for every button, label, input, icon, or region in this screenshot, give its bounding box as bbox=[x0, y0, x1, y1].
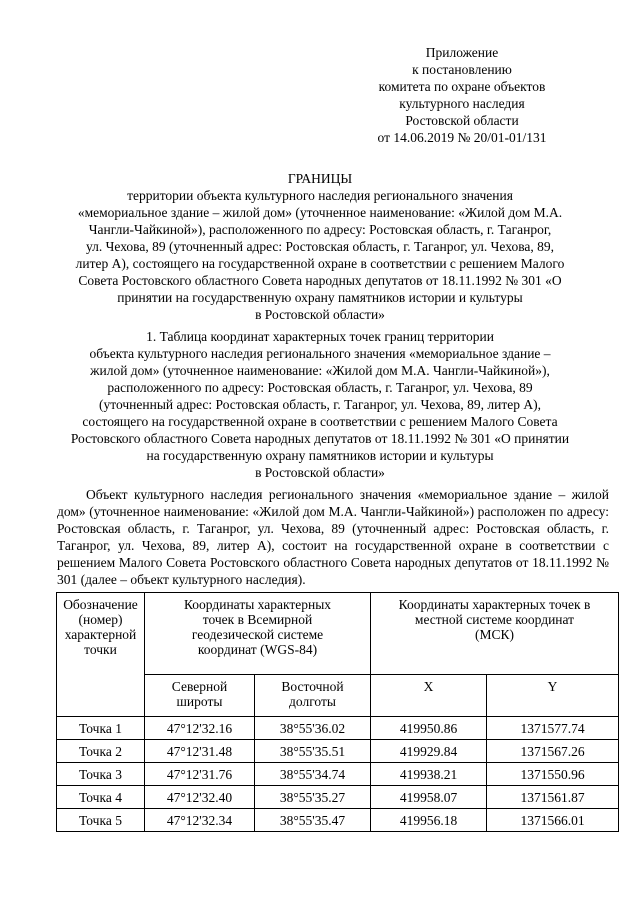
cell-north: 47°12'32.16 bbox=[145, 717, 255, 740]
cell-north: 47°12'31.76 bbox=[145, 763, 255, 786]
header-text: точек в Всемирной bbox=[202, 612, 313, 627]
title-line: Чангли-Чайкиной»), расположенного по адресу: Ростовская область, г. Таганрог, bbox=[88, 222, 552, 237]
table-row bbox=[57, 740, 619, 763]
table-row bbox=[57, 717, 619, 740]
cell-point: Точка 1 bbox=[57, 717, 145, 740]
cell-x: 419938.21 bbox=[371, 763, 487, 786]
cell-north: 47°12'32.40 bbox=[145, 786, 255, 809]
appendix-line: комитета по охране объектов bbox=[378, 79, 546, 94]
header-east bbox=[255, 675, 371, 717]
paragraph-text: Объект культурного наследия регионального значения «мемориальное здание – жилой дом» (уточненное наименование: «Жилой дом М.А. Чангли-Чайкиной») расположен по адресу: Ростовская область, г. Таганрог, ул. Чехова, 89 (уточненный адрес: Ростовская область, г. Таганрог, ул. Чехова, 89, литер А), состоит на государственной охране в соответствии с решением Малого Совета Ростовского областного Совета народных депутатов от 18.11.1992 № 301 (далее – объект культурного наследия). bbox=[57, 487, 609, 587]
header-text: местной системе координат bbox=[414, 612, 575, 627]
header-msk bbox=[371, 593, 619, 675]
table-row bbox=[57, 786, 619, 809]
title-line: ул. Чехова, 89 (уточненный адрес: Ростовская область, г. Таганрог, ул. Чехова, 89, bbox=[85, 239, 555, 254]
header-x: X bbox=[371, 675, 487, 717]
cell-x: 419958.07 bbox=[371, 786, 487, 809]
title-line: в Ростовской области» bbox=[255, 307, 385, 322]
cell-point: Точка 3 bbox=[57, 763, 145, 786]
section-line: 1. Таблица координат характерных точек границ территории bbox=[146, 329, 494, 344]
section-line: объекта культурного наследия регионального значения «мемориальное здание – bbox=[89, 346, 551, 361]
coordinates-table bbox=[56, 592, 619, 832]
appendix-line: от 14.06.2019 № 20/01-01/131 bbox=[377, 130, 547, 145]
header-text: Северной bbox=[171, 679, 228, 694]
cell-east: 38°55'36.02 bbox=[255, 717, 371, 740]
body-paragraph bbox=[57, 486, 609, 588]
header-designation bbox=[57, 593, 145, 717]
title-heading: ГРАНИЦЫ bbox=[287, 171, 353, 186]
section-heading bbox=[58, 328, 582, 481]
cell-y: 1371577.74 bbox=[487, 717, 619, 740]
section-line: расположенного по адресу: Ростовская область, г. Таганрог, ул. Чехова, 89 bbox=[107, 380, 533, 395]
header-text: (номер) bbox=[78, 612, 123, 627]
cell-y: 1371550.96 bbox=[487, 763, 619, 786]
appendix-line: к постановлению bbox=[412, 62, 512, 77]
cell-x: 419956.18 bbox=[371, 809, 487, 832]
appendix-line: Приложение bbox=[425, 45, 499, 60]
cell-x: 419950.86 bbox=[371, 717, 487, 740]
header-text: координат (WGS-84) bbox=[197, 642, 318, 657]
appendix-line: Ростовской области bbox=[405, 113, 519, 128]
section-line: на государственную охрану памятников истории и культуры bbox=[146, 448, 494, 463]
cell-y: 1371567.26 bbox=[487, 740, 619, 763]
section-line: Ростовского областного Совета народных депутатов от 18.11.1992 № 301 «О принятии bbox=[70, 431, 570, 446]
header-text: Восточной bbox=[281, 679, 344, 694]
header-y: Y bbox=[487, 675, 619, 717]
cell-east: 38°55'35.51 bbox=[255, 740, 371, 763]
header-text: Координаты характерных bbox=[183, 597, 332, 612]
header-north bbox=[145, 675, 255, 717]
header-text: геодезической системе bbox=[191, 627, 324, 642]
table-header-row bbox=[57, 593, 619, 675]
appendix-line: культурного наследия bbox=[399, 96, 525, 111]
title-line: литер А), состоящего на государственной охране в соответствии с решением Малого bbox=[75, 256, 565, 271]
section-line: состоящего на государственной охране в соответствии с решением Малого Совета bbox=[82, 414, 558, 429]
cell-point: Точка 5 bbox=[57, 809, 145, 832]
title-line: территории объекта культурного наследия регионального значения bbox=[127, 188, 513, 203]
cell-x: 419929.84 bbox=[371, 740, 487, 763]
cell-east: 38°55'35.27 bbox=[255, 786, 371, 809]
title-line: принятии на государственную охрану памятников истории и культуры bbox=[117, 290, 523, 305]
document-title bbox=[40, 170, 600, 323]
header-text: характерной bbox=[64, 627, 137, 642]
title-line: «мемориальное здание – жилой дом» (уточненное наименование: «Жилой дом М.А. bbox=[77, 205, 563, 220]
table-row bbox=[57, 763, 619, 786]
cell-y: 1371566.01 bbox=[487, 809, 619, 832]
header-text: (МСК) bbox=[475, 627, 515, 642]
title-line: Совета Ростовского областного Совета народных депутатов от 18.11.1992 № 301 «О bbox=[78, 273, 562, 288]
section-line: (уточненный адрес: Ростовская область, г. Таганрог, ул. Чехова, 89, литер А), bbox=[99, 397, 541, 412]
section-line: в Ростовской области» bbox=[255, 465, 385, 480]
header-text: Обозначение bbox=[63, 597, 138, 612]
cell-point: Точка 2 bbox=[57, 740, 145, 763]
section-line: жилой дом» (уточненное наименование: «Жилой дом М.А. Чангли-Чайкиной»), bbox=[90, 363, 550, 378]
cell-y: 1371561.87 bbox=[487, 786, 619, 809]
cell-east: 38°55'34.74 bbox=[255, 763, 371, 786]
cell-north: 47°12'31.48 bbox=[145, 740, 255, 763]
cell-east: 38°55'35.47 bbox=[255, 809, 371, 832]
header-wgs bbox=[145, 593, 371, 675]
appendix-block bbox=[342, 44, 582, 146]
header-text: долготы bbox=[289, 694, 336, 709]
header-text: точки bbox=[84, 642, 117, 657]
cell-point: Точка 4 bbox=[57, 786, 145, 809]
header-text: Координаты характерных точек в bbox=[398, 597, 591, 612]
table-row bbox=[57, 809, 619, 832]
cell-north: 47°12'32.34 bbox=[145, 809, 255, 832]
header-text: широты bbox=[176, 694, 223, 709]
